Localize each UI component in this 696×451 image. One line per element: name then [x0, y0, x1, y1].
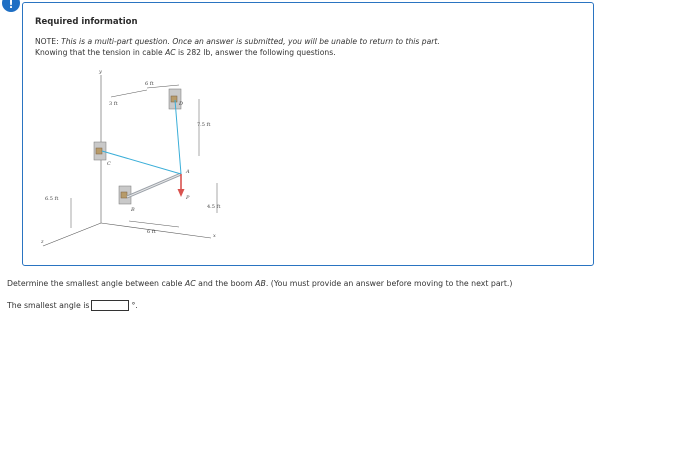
question-mid: and the boom — [195, 279, 256, 288]
question-var1: AC — [184, 279, 196, 288]
label-z: z — [41, 239, 44, 245]
answer-label: The smallest angle is — [7, 301, 90, 310]
label-a: A — [186, 169, 190, 175]
label-d: D — [179, 101, 184, 107]
question-text — [7, 279, 512, 288]
required-information-panel — [22, 2, 594, 266]
label-c: C — [107, 161, 111, 167]
label-7-5ft: 7.5 ft — [197, 122, 211, 128]
question-post: . (You must provide an answer before moving to the next part.) — [265, 279, 513, 288]
label-4-5ft: 4.5 ft — [207, 204, 221, 210]
label-p: P — [186, 195, 190, 201]
given-pre: Knowing that the tension in cable — [35, 48, 166, 57]
label-6-5ft: 6.5 ft — [45, 196, 59, 202]
cable-ac — [102, 151, 181, 174]
cable-ad — [175, 100, 184, 174]
note-lead: NOTE: — [35, 37, 62, 46]
note-body: This is a multi-part question. Once an answer is submitted, you will be unable to return to this part. — [61, 37, 440, 46]
alert-icon: ! — [2, 0, 20, 12]
label-b: B — [131, 207, 135, 213]
z-axis — [43, 223, 101, 246]
label-y: y — [99, 69, 102, 75]
answer-unit: °. — [131, 301, 138, 310]
x-axis — [101, 223, 211, 238]
note-text — [35, 37, 440, 46]
answer-row — [7, 300, 138, 311]
force-p-arrowhead — [178, 189, 185, 197]
smallest-angle-input[interactable] — [91, 300, 129, 311]
label-3ft: 3 ft — [109, 101, 118, 107]
label-6ft-bottom: 6 ft — [147, 229, 156, 235]
label-x: x — [213, 233, 216, 239]
given-var: AC — [165, 48, 176, 57]
info-heading: Required information — [35, 17, 138, 27]
given-post: is 282 lb, answer the following questions. — [175, 48, 336, 57]
problem-figure — [39, 63, 239, 248]
question-pre: Determine the smallest angle between cable — [7, 279, 185, 288]
label-6ft-top: 6 ft — [145, 81, 154, 87]
given-text — [35, 48, 336, 57]
bracket-c — [94, 142, 106, 160]
question-var2: AB — [255, 279, 266, 288]
